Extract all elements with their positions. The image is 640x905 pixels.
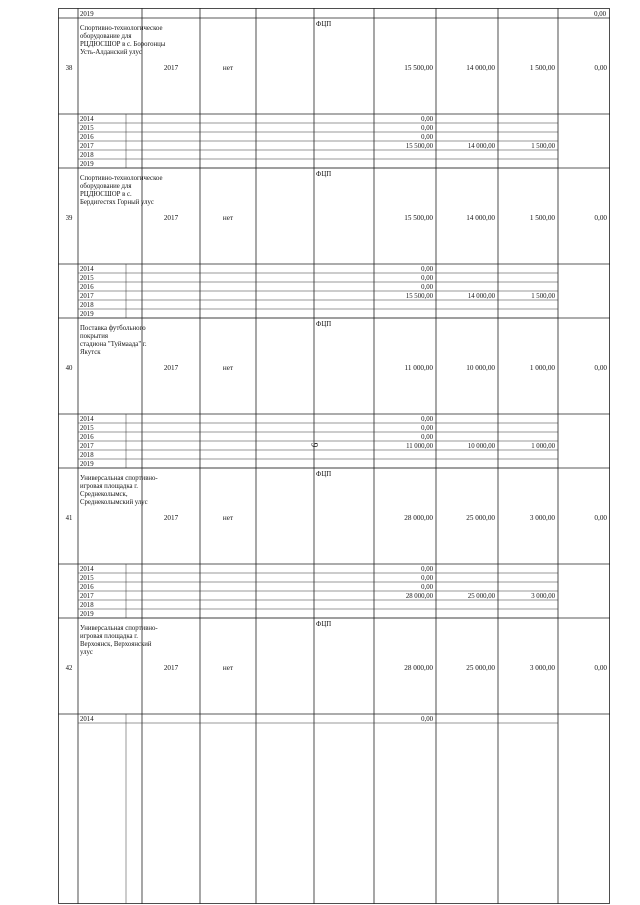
budget-table-grid xyxy=(58,8,610,904)
total-value: 15 500,00 xyxy=(404,64,433,72)
total-value: 15 500,00 xyxy=(404,214,433,222)
value-col-3: 1 500,00 xyxy=(529,214,555,222)
value-col-2: 14 000,00 xyxy=(466,214,495,222)
funding-source: ФЦП xyxy=(316,621,332,628)
year-label: 2018 xyxy=(80,452,94,459)
year-label: 2014 xyxy=(80,416,94,423)
value-col-3: 3 000,00 xyxy=(529,514,555,522)
project-name-line: оборудование для xyxy=(80,183,132,190)
value-col-2: 14 000,00 xyxy=(466,64,495,72)
year-label: 2018 xyxy=(80,602,94,609)
value-col-3: 1 000,00 xyxy=(529,364,555,372)
row-number: 38 xyxy=(65,65,73,72)
table-border xyxy=(59,9,610,904)
year-total: 0,00 xyxy=(421,134,433,141)
year-value-col-3: 1 000,00 xyxy=(531,443,555,450)
row-number: 42 xyxy=(65,665,73,672)
year-total: 0,00 xyxy=(421,434,433,441)
year-total: 0,00 xyxy=(421,425,433,432)
year-total: 28 000,00 xyxy=(405,593,433,600)
row-number: 41 xyxy=(65,515,73,522)
year-label: 2017 xyxy=(80,293,94,300)
project-name-line: оборудование для xyxy=(80,33,132,40)
project-name-line: стадиона "Туймаада" г. xyxy=(80,341,147,348)
value-col-4: 0,00 xyxy=(594,214,607,222)
value-col-4: 0,00 xyxy=(594,364,607,372)
value-col-3: 1 500,00 xyxy=(529,64,555,72)
year-total: 0,00 xyxy=(421,416,433,423)
page-number: 9 xyxy=(309,442,320,448)
year-label: 2018 xyxy=(80,302,94,309)
total-value: 28 000,00 xyxy=(404,514,433,522)
year-value-col-3: 1 500,00 xyxy=(531,143,555,150)
year-label: 2015 xyxy=(80,125,94,132)
year-value-col-2: 25 000,00 xyxy=(467,593,495,600)
project-name-line: игровая площадка г. xyxy=(80,633,138,640)
total-value: 28 000,00 xyxy=(404,664,433,672)
row-number: 39 xyxy=(65,215,73,222)
year-total: 0,00 xyxy=(421,575,433,582)
funding-source: ФЦП xyxy=(316,171,332,178)
value-col-4: 0,00 xyxy=(594,514,607,522)
project-name-line: Универсальная спортивно- xyxy=(80,475,158,482)
year-label: 2015 xyxy=(80,575,94,582)
psd-flag: нет xyxy=(222,64,234,72)
year-total: 15 500,00 xyxy=(405,293,433,300)
year-label: 2014 xyxy=(80,116,94,123)
year-value-col-2: 14 000,00 xyxy=(467,293,495,300)
start-year: 2017 xyxy=(163,64,179,72)
funding-source: ФЦП xyxy=(316,321,332,328)
year-label: 2019 xyxy=(80,461,94,468)
year-label: 2019 xyxy=(80,161,94,168)
project-name-line: Верхоянск, Верхоянский xyxy=(80,641,152,648)
row-number: 40 xyxy=(65,365,73,372)
year-value-col-2: 14 000,00 xyxy=(467,143,495,150)
year-label: 2015 xyxy=(80,425,94,432)
value-col-3: 3 000,00 xyxy=(529,664,555,672)
psd-flag: нет xyxy=(222,664,234,672)
year-label: 2019 xyxy=(80,611,94,618)
project-name-line: игровая площадка г. xyxy=(80,483,138,490)
year-label: 2014 xyxy=(80,566,94,573)
year-label: 2015 xyxy=(80,275,94,282)
project-name-line: РЦДЮСШОР в с. xyxy=(80,191,132,198)
value-col-4: 0,00 xyxy=(594,664,607,672)
value-col-2: 10 000,00 xyxy=(466,364,495,372)
value-col-4: 0,00 xyxy=(594,64,607,72)
year-label: 2014 xyxy=(80,266,94,273)
year-value-col-3: 1 500,00 xyxy=(531,293,555,300)
year-total: 0,00 xyxy=(421,275,433,282)
top-year-label: 2019 xyxy=(80,11,94,18)
year-label: 2017 xyxy=(80,593,94,600)
year-label: 2014 xyxy=(80,716,94,723)
year-label: 2017 xyxy=(80,143,94,150)
project-name-line: Якутск xyxy=(80,349,101,356)
year-total: 0,00 xyxy=(421,284,433,291)
project-name-line: Универсальная спортивно- xyxy=(80,625,158,632)
start-year: 2017 xyxy=(163,514,179,522)
year-label: 2017 xyxy=(80,443,94,450)
total-value: 11 000,00 xyxy=(404,364,433,372)
project-name-line: улус xyxy=(80,649,93,656)
year-total: 0,00 xyxy=(421,266,433,273)
year-label: 2016 xyxy=(80,134,94,141)
project-name-line: покрытия xyxy=(80,333,109,340)
project-name-line: Поставка футбольного xyxy=(80,325,146,332)
project-name-line: Среднеколымский улус xyxy=(80,499,148,506)
year-total: 0,00 xyxy=(421,716,433,723)
funding-source: ФЦП xyxy=(316,471,332,478)
year-label: 2019 xyxy=(80,311,94,318)
project-name-line: Спортивно-технологическое xyxy=(80,175,163,182)
year-total: 0,00 xyxy=(421,566,433,573)
project-name-line: РЦДЮСШОР в с. Борогонцы xyxy=(80,41,166,48)
project-name-line: Усть-Алданский улус xyxy=(80,49,142,56)
year-total: 0,00 xyxy=(421,116,433,123)
year-total: 15 500,00 xyxy=(405,143,433,150)
value-col-2: 25 000,00 xyxy=(466,664,495,672)
start-year: 2017 xyxy=(163,214,179,222)
year-label: 2016 xyxy=(80,434,94,441)
start-year: 2017 xyxy=(163,364,179,372)
year-value-col-2: 10 000,00 xyxy=(467,443,495,450)
budget-table xyxy=(58,8,610,904)
year-label: 2016 xyxy=(80,584,94,591)
year-total: 0,00 xyxy=(421,584,433,591)
year-total: 0,00 xyxy=(421,125,433,132)
project-name-line: Бердигестях Горный улус xyxy=(80,199,154,206)
project-name-line: Спортивно-технологическое xyxy=(80,25,163,32)
psd-flag: нет xyxy=(222,364,234,372)
value-col-2: 25 000,00 xyxy=(466,514,495,522)
project-name-line: Среднеколымск, xyxy=(80,491,128,498)
psd-flag: нет xyxy=(222,514,234,522)
top-end-value: 0,00 xyxy=(594,11,606,18)
psd-flag: нет xyxy=(222,214,234,222)
start-year: 2017 xyxy=(163,664,179,672)
year-label: 2016 xyxy=(80,284,94,291)
funding-source: ФЦП xyxy=(316,21,332,28)
year-label: 2018 xyxy=(80,152,94,159)
year-total: 11 000,00 xyxy=(406,443,433,450)
year-value-col-3: 3 000,00 xyxy=(531,593,555,600)
